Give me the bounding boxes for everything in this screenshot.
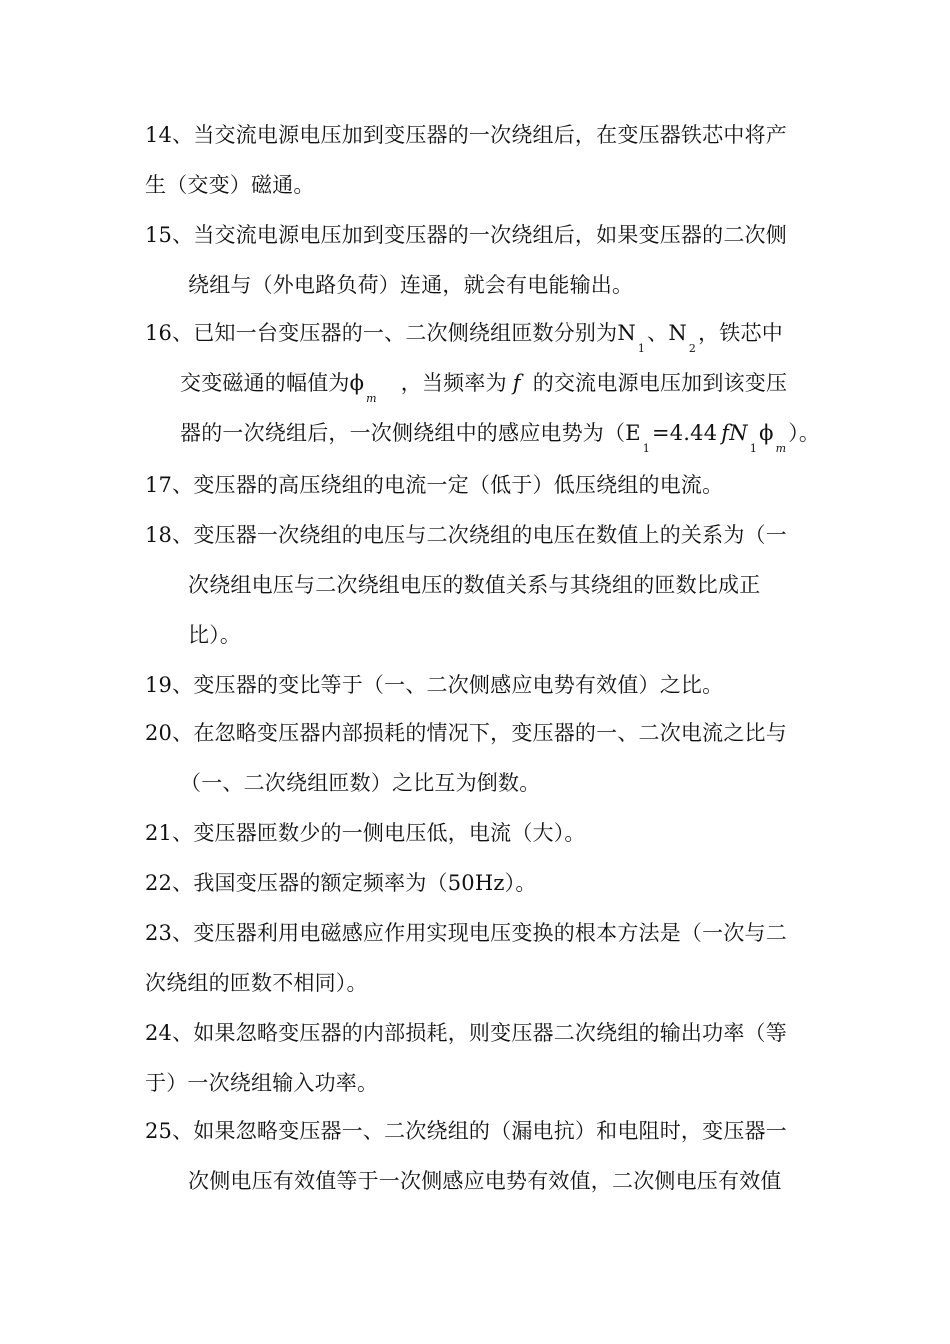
text-line: 25、如果忽略变压器一、二次绕组的（漏电抗）和电阻时，变压器一 [145, 1119, 787, 1143]
text-line: 22、我国变压器的额定频率为（50Hz）。 [145, 871, 537, 895]
text-line-formula [145, 318, 810, 355]
text-segment: ，当频率为 [400, 371, 507, 395]
symbol-N: N [668, 321, 687, 345]
text-line: 于）一次绕组输入功率。 [145, 1071, 379, 1095]
text-segment: 器的一次绕组后，一次侧绕组中的感应电势为（ [180, 421, 626, 445]
text-line: （一、二次绕组匝数）之比互为倒数。 [180, 771, 541, 795]
subscript: 1 [749, 442, 758, 455]
subscript: m [366, 392, 377, 405]
text-line: 14、当交流电源电压加到变压器的一次绕组后，在变压器铁芯中将产 [145, 123, 787, 147]
text-line: 次绕组的匝数不相同）。 [145, 971, 368, 995]
separator: 、 [647, 321, 669, 345]
text-line: 23、变压器利用电磁感应作用实现电压变换的根本方法是（一次与二 [145, 921, 787, 945]
text-line: 18、变压器一次绕组的电压与二次绕组的电压在数值上的关系为（一 [145, 523, 787, 547]
text-line: 生（交变）磁通。 [145, 173, 315, 197]
text-line: 次绕组电压与二次绕组电压的数值关系与其绕组的匝数比成正 [188, 573, 761, 597]
text-line: 绕组与（外电路负荷）连通，就会有电能输出。 [188, 273, 634, 297]
text-segment: ，铁芯中 [698, 321, 783, 345]
subscript: m [775, 442, 787, 455]
subscript: 1 [642, 442, 650, 455]
text-segment: 交变磁通的幅值为 [180, 371, 350, 395]
text-line-formula [180, 368, 845, 405]
text-line: 24、如果忽略变压器的内部损耗，则变压器二次绕组的输出功率（等 [145, 1021, 787, 1045]
symbol-f: f [512, 371, 521, 395]
text-segment: 16、已知一台变压器的一、二次侧绕组匝数分别为 [145, 321, 618, 345]
subscript: 1 [637, 342, 646, 355]
subscript: 2 [688, 342, 697, 355]
symbol-E: E [625, 421, 641, 445]
symbol-N: N [617, 321, 636, 345]
equation: =4.44 [651, 421, 718, 445]
text-line: 15、当交流电源电压加到变压器的一次绕组后，如果变压器的二次侧 [145, 223, 787, 247]
text-line: 19、变压器的变比等于（一、二次侧感应电势有效值）之比。 [145, 673, 724, 697]
symbol-fN: fN [721, 421, 748, 445]
symbol-phi: ϕ [349, 371, 365, 395]
symbol-phi: ϕ [759, 421, 774, 445]
text-line-formula [180, 418, 845, 455]
text-line: 17、变压器的高压绕组的电流一定（低于）低压绕组的电流。 [145, 473, 724, 497]
text-line: 比）。 [188, 623, 242, 647]
text-segment: ）。 [788, 421, 821, 445]
text-line: 次侧电压有效值等于一次侧感应电势有效值，二次侧电压有效值 [188, 1169, 782, 1193]
text-line: 21、变压器匝数少的一侧电压低，电流（大）。 [145, 821, 586, 845]
text-segment: 的交流电源电压加到该变压 [532, 371, 788, 395]
text-line: 20、在忽略变压器内部损耗的情况下，变压器的一、二次电流之比与 [145, 721, 787, 745]
